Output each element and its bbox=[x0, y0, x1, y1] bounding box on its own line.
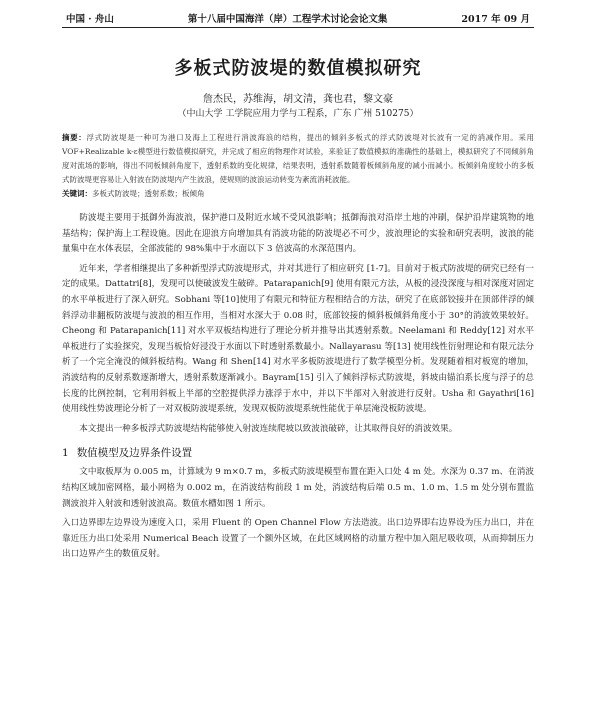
section-title-text: 数值模型及边界条件设置 bbox=[76, 447, 193, 460]
header-location: 中国 · 舟山 bbox=[66, 14, 114, 25]
section-number: 1 bbox=[62, 447, 69, 460]
intro-paragraph-1: 防波堤主要用于抵御外海波浪，保护港口及附近水域不受风浪影响；抵御海浪对沿岸土地的冲刷，保护沿岸建筑物的地基结构；保护海上工程设施。因此在迎浪方向增加具有消波功能的防波堤必不可少，波浪理论的实验和研究表明，波浪的能量集中在水体表层，全部波能的 98%集中于水面以下 3 倍波高的水深范围内。 bbox=[62, 213, 534, 255]
paper-title: 多板式防波堤的数值模拟研究 bbox=[174, 58, 422, 79]
section1-paragraph-1: 文中取板厚为 0.005 m，计算域为 9 m×0.7 m，多板式防波堤模型布置在距入口处 4 m 处。水深为 0.37 m、在消波结构区域加密网格，最小网格为 0.002 m，在消波结构前段 1 m 处，消波结构后端 0.5 m、1.0 m、1.5 m 处分别布置监测波浪并入射波和透射波浪高。数值水槽如图 1 所示。 bbox=[62, 467, 534, 509]
header-proceedings: 第十八届中国海洋（岸）工程学术讨论会论文集 bbox=[187, 14, 388, 25]
header-date: 2017 年 09 月 bbox=[461, 14, 530, 25]
intro-paragraph-2: 近年来，学者相继提出了多种新型浮式防波堤形式，并对其进行了相应研究 [1-7]。目前对于板式防波堤的研究已经有一定的成果。Dattatri[8]，发现可以使破波发生破碎。Patarapanich[9] 使用有限元方法，从板的浸没深度与相对深度对固定的水平单板进行了深入研究。Sobhani 等[10]使用了有限元和特征方程相结合的方法，研究了在底部铰接并在顶部伴浮的倾斜浮动非翻板防波堤与波浪的相互作用，当相对水深大于 0.08 时，底部铰接的倾斜板倾斜角度小于 30°的消波效果较好。Cheong 和 Patarapanich[11] 对水平双板结构进行了理论分析并推导出其透射系数。Neelamani 和 Reddy[12] 对水平单板进行了实验探究，发现当板恰好浸没于水面以下时透射系数最小。Nallayarasu 等[13] 使用线性衍射理论和有限元法分析了一个完全淹没的倾斜板结构。Wang 和 Shen[14] 对水平多板防波堤进行了数学模型分析。发现随着相对板宽的增加，消波结构的反射系数逐渐增大，透射系数逐渐减小。Bayram[15] 引入了倾斜浮标式防波堤，斜坡由锚泊系长度与浮子的总长度的比例控制，它利用斜板上半部的空腔提供浮力涨浮于水中，并以下半部对入射波进行反射。Usha 和 Gayathri[16] 使用线性势波理论分析了一对双板防波堤系统，发现双板防波堤系统性能优于单层淹没板防波堤。 bbox=[62, 263, 534, 415]
keywords-label: 关键词： bbox=[62, 189, 92, 198]
running-header bbox=[62, 0, 534, 28]
section1-paragraph-2: 入口边界即左边界设为速度入口，采用 Fluent 的 Open Channel Flow 方法造波。出口边界即右边界设为压力出口，并在靠近压力出口处采用 Numerical Beach 设置了一个额外区域，在此区域网格的动量方程中加入阻尼吸收项，从而抑制压力出口边界产生的数值反射。 bbox=[62, 518, 534, 560]
abstract bbox=[62, 131, 534, 187]
authors: 詹杰民，苏维海，胡文清，龚也君，黎文豪 bbox=[203, 94, 393, 105]
keywords-text: 多板式防波堤；透射系数；板倾角 bbox=[92, 189, 205, 198]
section-heading bbox=[62, 445, 534, 460]
affiliation: （中山大学 工学院应用力学与工程系，广东 广州 510275） bbox=[177, 109, 419, 119]
abstract-label: 摘要： bbox=[62, 133, 87, 142]
keywords bbox=[62, 187, 534, 201]
intro-paragraph-3: 本文提出一种多板浮式防波堤结构能够使入射波连续爬坡以致波浪破碎，让其取得良好的消波效果。 bbox=[79, 423, 458, 434]
abstract-text: 浮式防波堤是一种可为港口及海上工程进行消波海浪的结构，提出的倾斜多板式的浮式防波堤对长波有一定的消减作用。采用 VOF+Realizable k-ε模型进行数值模拟研究，并完成了相应的物理作对试验，来验证了数值模拟的准确性的基础上，模拟研究了不同倾斜角度对流场的影响，得出不同板倾斜角度下，透射系数的变化规律，结果表明，透射系数随着板倾斜角度的减小而减小。板倾斜角度较小的多板式防波堤更容易让入射波在防波堤内产生波浪，使规则的波浪运动转变为紊流消耗波能。 bbox=[62, 133, 535, 184]
